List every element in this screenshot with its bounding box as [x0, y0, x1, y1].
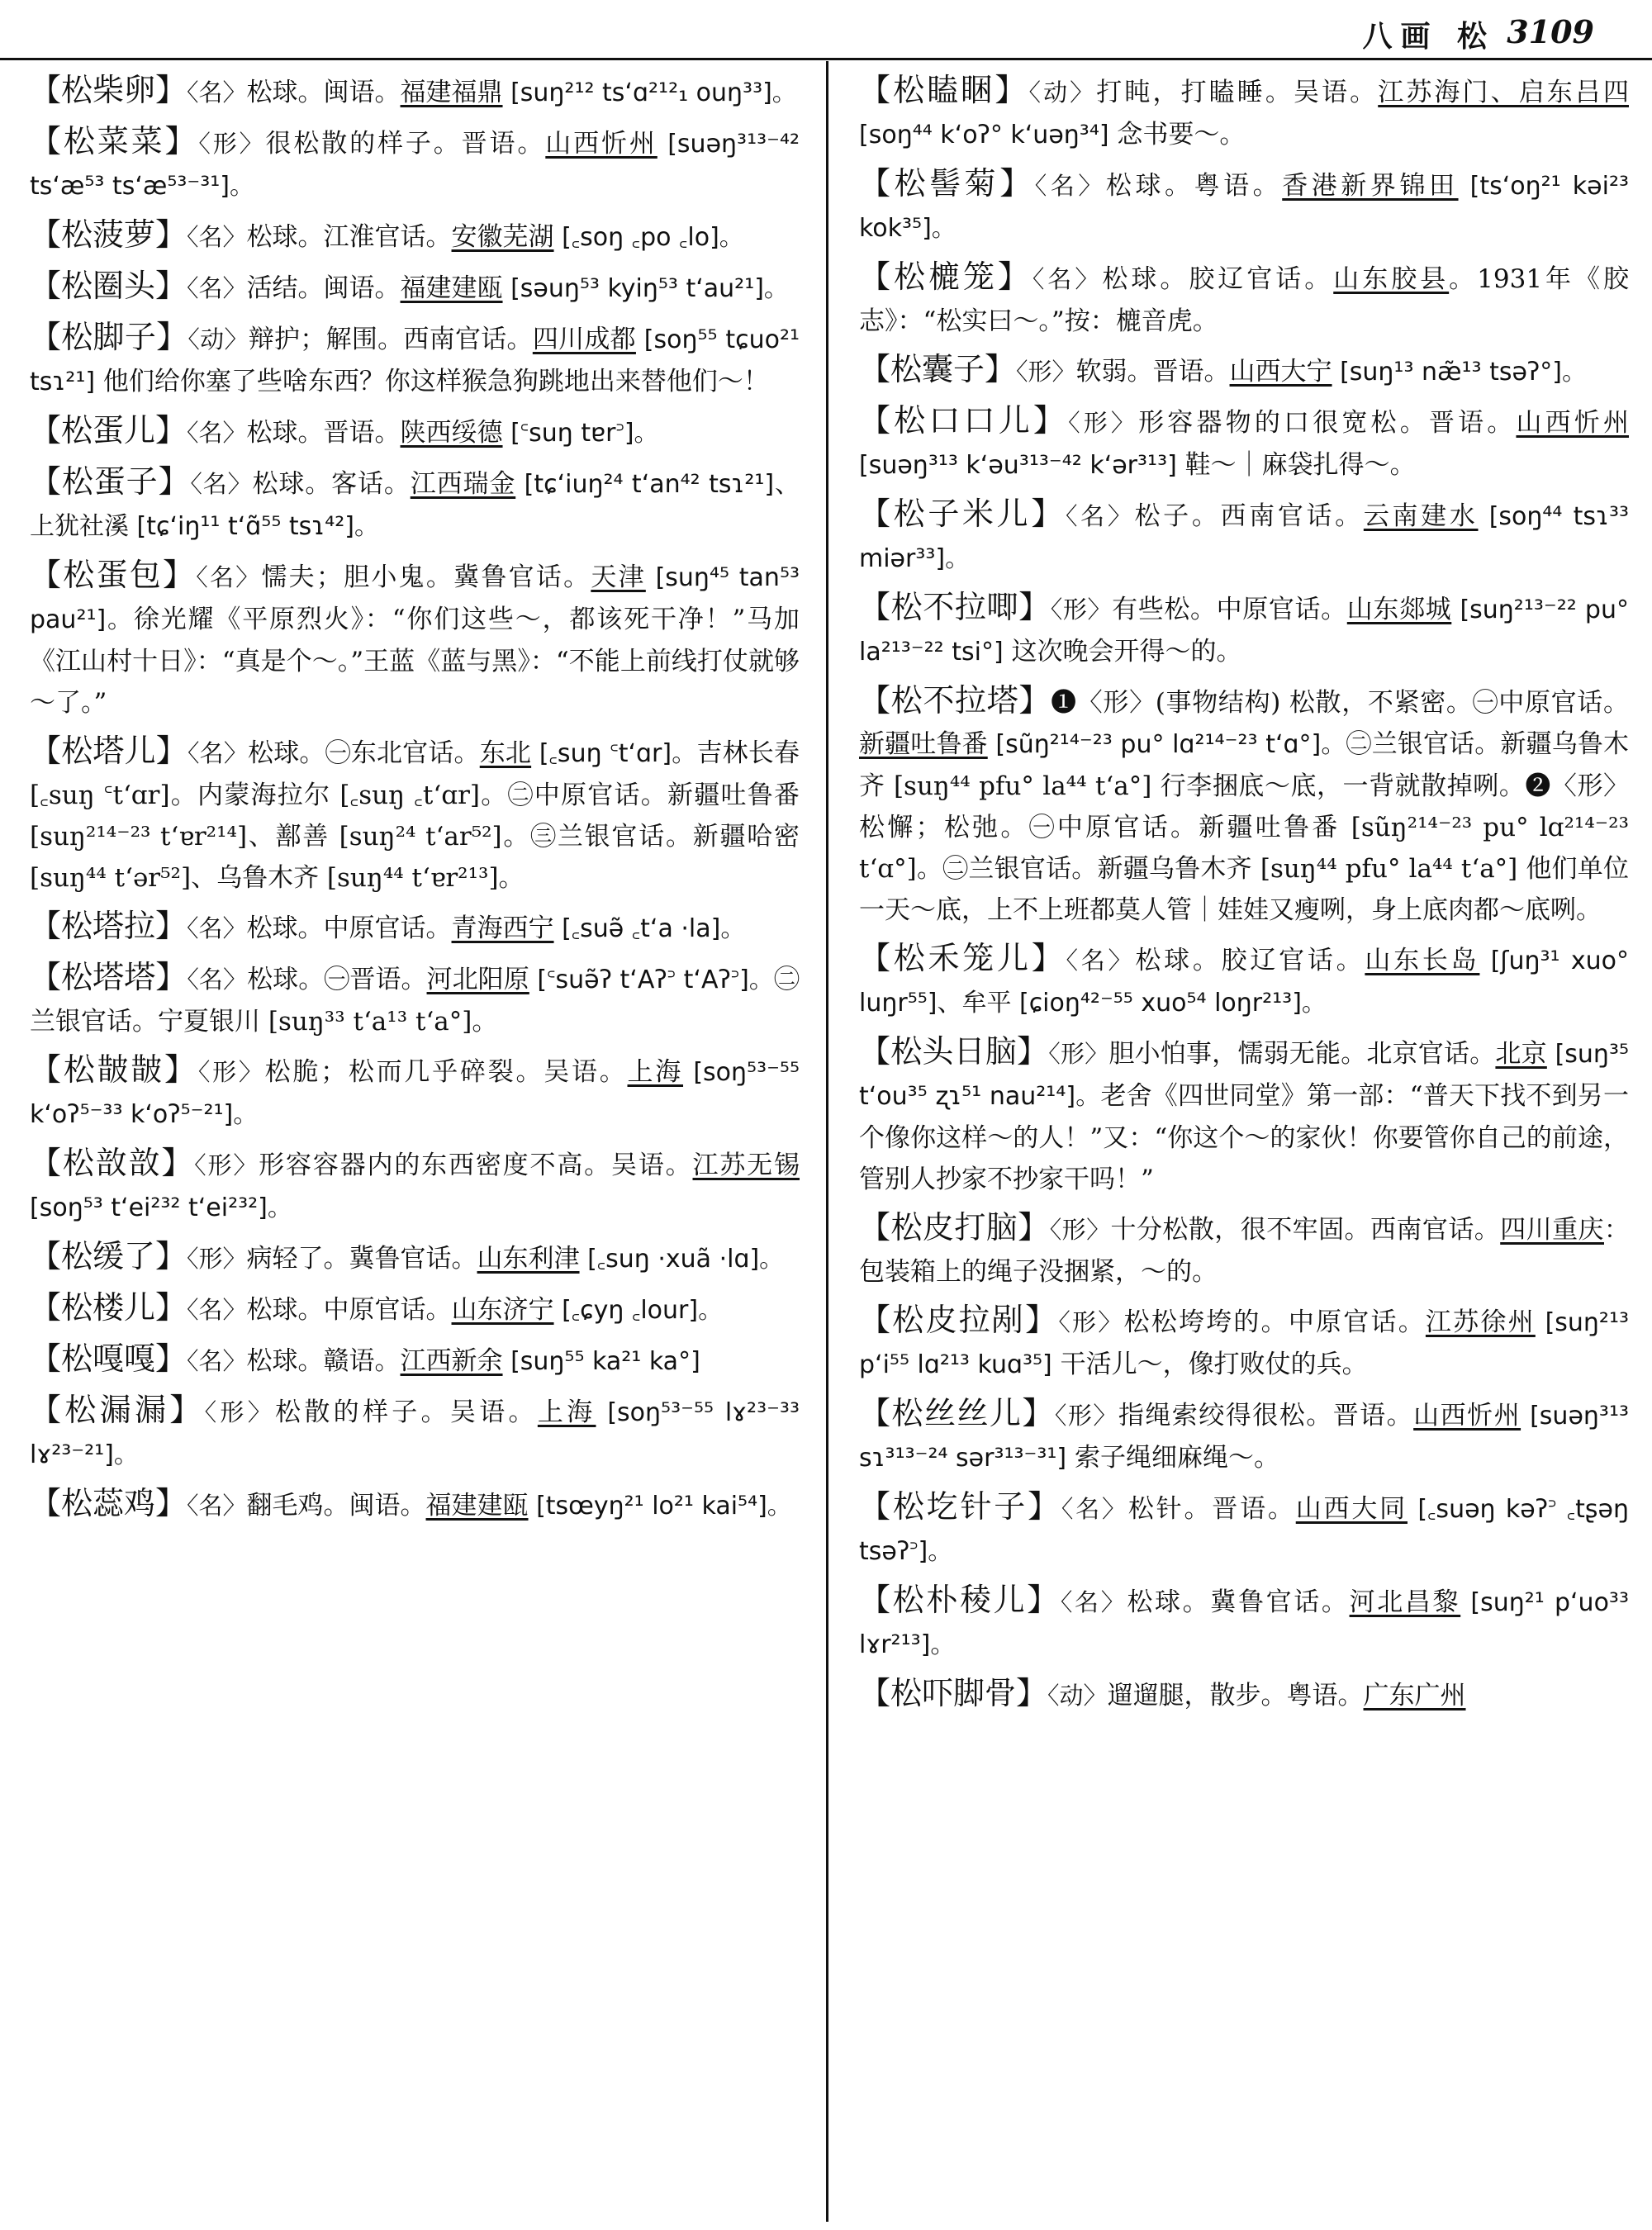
dictionary-entry [859, 1672, 1629, 1717]
entry-definition: 松球。闽语。 [246, 78, 401, 107]
entry-part-of-speech: 〈名〉 [187, 1492, 247, 1520]
entry-pronunciation: [suəŋ³¹³ sɿ³¹³⁻²⁴ sər³¹³⁻³¹] [859, 1402, 1629, 1473]
entry-part-of-speech: 〈名〉 [196, 563, 262, 591]
entry-part-of-speech: 〈形〉 [197, 1058, 265, 1086]
entry-definition: 松球。中原官话。 [246, 1295, 452, 1325]
entry-location: 上海 [627, 1057, 684, 1087]
entry-pronunciation: [꜀suəŋ kəʔ꜄ ꜀tʂəŋ tsəʔ꜄]。 [859, 1495, 1630, 1566]
entry-part-of-speech: 〈形〉 [187, 1245, 247, 1273]
entry-headword: 【松塔拉】 [30, 908, 188, 944]
entry-headword: 【松囊子】 [859, 351, 1017, 387]
entry-location: 青海西宁 [451, 913, 554, 943]
dictionary-entry [859, 586, 1629, 673]
dictionary-entry [859, 163, 1629, 249]
entry-definition: 松球。中原官话。 [246, 913, 452, 943]
entry-headword: 【松瞌睏】 [859, 72, 1029, 108]
entry-part-of-speech: 〈形〉 [194, 1151, 259, 1179]
entry-definition: 松脆；松而几乎碎裂。吴语。 [264, 1057, 628, 1087]
entry-part-of-speech: 〈名〉 [187, 739, 249, 767]
entry-example: ㊁兰银官话。宁夏银川 [suŋ³³ tʻa¹³ tʻa°]。 [30, 965, 800, 1037]
entry-definition: 胆小怕事，懦弱无能。北京官话。 [1108, 1039, 1496, 1069]
entry-headword: 【松敨敨】 [30, 1145, 195, 1181]
dictionary-entry [30, 1236, 800, 1280]
dictionary-entry [30, 1389, 800, 1476]
entry-part-of-speech: 〈名〉 [187, 419, 247, 447]
entry-pronunciation: [soŋ⁵³⁻⁵⁵ lɤ²³⁻³³ lɤ²³⁻²¹]。 [30, 1398, 800, 1469]
entry-part-of-speech: 〈动〉 [1047, 1682, 1108, 1710]
entry-part-of-speech: 〈动〉 [188, 325, 249, 353]
entry-location: 陕西绥德 [400, 418, 503, 448]
entry-part-of-speech: 〈动〉 [1028, 78, 1097, 107]
dictionary-entry [30, 461, 800, 548]
dictionary-entry [30, 69, 800, 114]
entry-headword: 【松禾笼儿】 [859, 940, 1066, 976]
entry-example: 鞋～｜麻袋扎得～。 [1176, 450, 1416, 480]
entry-headword: 【松脚子】 [30, 319, 188, 355]
entry-headword: 【松口口儿】 [859, 402, 1069, 439]
entry-pronunciation: [꜀suŋ ·xuã ·lɑ]。 [579, 1245, 785, 1274]
entry-headword: 【松塔儿】 [30, 733, 188, 769]
entry-pronunciation: [tsœyŋ²¹ lo²¹ kai⁵⁴]。 [528, 1492, 792, 1521]
entry-location: 福建建瓯 [425, 1491, 529, 1521]
entry-pronunciation: [꜀suə̃ ꜀tʻa ·la]。 [553, 914, 746, 943]
entry-location: 四川成都 [532, 325, 636, 354]
dictionary-entry [30, 214, 800, 259]
entry-part-of-speech: 〈形〉 [1048, 1040, 1109, 1068]
entry-definition: 松针。晋语。 [1127, 1494, 1296, 1524]
entry-definition: 松球。冀鲁官话。 [1127, 1587, 1350, 1617]
entry-headword: 【松皮打脑】 [859, 1209, 1050, 1245]
entry-pronunciation: [꜀suŋ ꜂tʻɑr]。 [531, 739, 697, 768]
entry-pronunciation: [suŋ³⁵ tʻou³⁵ ʐɿ⁵¹ nau²¹⁴]。 [859, 1040, 1629, 1111]
entry-definition: 很松散的样子。晋语。 [265, 129, 546, 159]
entry-pronunciation: [꜀soŋ ꜀po ꜀lo]。 [553, 223, 744, 252]
entry-pronunciation: [suŋ⁵⁵ ka²¹ ka°] [502, 1347, 700, 1376]
entry-headword: 【松髻菊】 [859, 165, 1035, 202]
entry-pronunciation: [tsʻoŋ²¹ kəi²³ kok³⁵]。 [859, 172, 1629, 243]
entry-example: 干活儿～，像打败仗的兵。 [1051, 1350, 1368, 1379]
entry-headword: 【松丝丝儿】 [859, 1395, 1055, 1431]
entry-definition: 活结。闽语。 [246, 273, 401, 303]
entry-part-of-speech: 〈形〉 [1050, 595, 1113, 624]
entry-part-of-speech: 〈形〉 [1016, 358, 1076, 386]
entry-part-of-speech: 〈形〉 [1054, 1402, 1118, 1430]
entry-definition: 指绳索绞得很松。晋语。 [1118, 1401, 1414, 1431]
entry-location: 云南建水 [1363, 501, 1479, 531]
entry-pronunciation: [suŋ⁴⁵ tan⁵³ pau²¹]。 [30, 563, 800, 634]
entry-headword: 【松蛋儿】 [30, 412, 188, 448]
entry-definition: 遛遛腿，散步。粤语。 [1107, 1681, 1364, 1710]
entry-part-of-speech: 〈名〉 [187, 223, 247, 251]
entry-pronunciation: [ʃuŋ³¹ xuo° luŋr⁵⁵]、牟平 [ɕioŋ⁴²⁻⁵⁵ xuo⁵⁴ loŋr²¹³]。 [859, 947, 1629, 1018]
entry-part-of-speech: 〈名〉 [1034, 172, 1106, 200]
entry-headword: 【松吓脚骨】 [859, 1675, 1048, 1711]
entry-pronunciation: [suəŋ³¹³ kʻəu³¹³⁻⁴² kʻər³¹³] [859, 451, 1177, 480]
entry-location: 山东胶县 [1333, 264, 1450, 294]
entry-definition: 松球。江淮官话。 [246, 222, 452, 252]
entry-pronunciation: ： [1604, 1216, 1629, 1245]
entry-definition: 松散的样子。吴语。 [275, 1397, 538, 1427]
entry-location: 天津 [591, 562, 646, 592]
entry-location: 山东长岛 [1365, 946, 1480, 975]
entry-pronunciation: [soŋ⁴⁴ tsɿ³³ miər³³]。 [859, 502, 1630, 573]
entry-headword: 【松菠萝】 [30, 216, 188, 253]
entry-definition: 松球。㊀东北官话。 [248, 738, 480, 768]
entry-pronunciation: [soŋ⁵³⁻⁵⁵ kʻoʔ⁵⁻³³ kʻoʔ⁵⁻²¹]。 [30, 1058, 800, 1129]
entry-part-of-speech: 〈名〉 [187, 1296, 247, 1324]
entry-definition: 松球。胶辽官话。 [1102, 264, 1334, 294]
entry-headword: 【松头日脑】 [859, 1033, 1049, 1070]
entry-definition: 松球。客话。 [252, 469, 411, 499]
entry-pronunciation: [soŋ⁴⁴ kʻoʔ° kʻuəŋ³⁴] [859, 121, 1109, 149]
entry-location: 山西大同 [1295, 1494, 1408, 1524]
entry-location: 山西忻州 [1516, 408, 1629, 438]
entry-definition: 翻毛鸡。闽语。 [246, 1491, 426, 1521]
dictionary-entry [30, 554, 800, 724]
dictionary-entry [30, 1338, 800, 1383]
entry-pronunciation: [suŋ²¹³ pʻi⁵⁵ lɑ²¹³ kuɑ³⁵] [859, 1308, 1630, 1379]
entry-pronunciation: [suŋ²¹³⁻²² pu° la²¹³⁻²² tsi°] [859, 595, 1629, 667]
entry-example: ㊁兰银官话。新疆乌鲁木齐 [suŋ⁴⁴ pfu° la⁴⁴ tʻa°] 行李捆底～底，一背就散掉咧。❷〈形〉松懈；松弛。㊀中原官话。新疆吐鲁番 [sũŋ²¹⁴⁻²³ pu° lɑ²¹⁴⁻²³ tʻɑ°]。㊁兰银官话。新疆乌鲁木齐 [suŋ⁴⁴ pfu° la⁴⁴ tʻa°] 他们单位一天～底，上不上班都莫人管｜娃娃又瘦咧，身上底肉都～底咧。 [859, 729, 1630, 925]
entry-definition: 十分松散，很不牢固。西南官话。 [1110, 1215, 1501, 1245]
dictionary-entry [859, 493, 1629, 580]
entry-part-of-speech: 〈名〉 [190, 470, 253, 498]
dictionary-entry [30, 1287, 800, 1331]
dictionary-entry [30, 1142, 800, 1229]
entry-definition: 有些松。中原官话。 [1112, 595, 1347, 624]
entry-location: 福建建瓯 [400, 273, 503, 303]
entry-definition: 打盹，打瞌睡。吴语。 [1096, 78, 1379, 107]
entry-example: 他们给你塞了些啥东西？你这样猴急狗跳地出来替他们～！ [95, 367, 769, 396]
entry-part-of-speech: 〈名〉 [187, 914, 247, 942]
entry-location: 江苏徐州 [1425, 1307, 1536, 1337]
left-column [30, 69, 800, 1534]
entry-definition: 松球。胶辽官话。 [1135, 946, 1365, 975]
entry-headword: 【松蕊鸡】 [30, 1485, 188, 1521]
entry-pronunciation: [꜂suŋ tɐr꜄]。 [502, 419, 659, 448]
entry-headword: 【松嘎嘎】 [30, 1340, 188, 1377]
dictionary-entry [30, 1049, 800, 1136]
entry-example: 吉林长春 [꜀suŋ ꜂tʻɑr]。内蒙海拉尔 [꜀suŋ ꜀tʻɑr]。㊁中原官话。新疆吐鲁番 [suŋ²¹⁴⁻²³ tʻɐr²¹⁴]、鄯善 [suŋ²⁴ tʻar⁵²]。㊂兰银官话。新疆哈密 [suŋ⁴⁴ tʻər⁵²]、乌鲁木齐 [suŋ⁴⁴ tʻɐr²¹³]。 [30, 738, 800, 893]
entry-definition: 软弱。晋语。 [1075, 357, 1230, 387]
entry-location: 江西瑞金 [410, 469, 516, 499]
entry-location: 北京 [1495, 1039, 1547, 1069]
dictionary-entry [859, 1299, 1629, 1386]
entry-headword: 【松菜菜】 [30, 123, 199, 159]
entry-example: 包装箱上的绳子没捆紧，～的。 [859, 1257, 1218, 1287]
entry-headword: 【松蛋包】 [30, 557, 197, 593]
entry-headword: 【松朴稜儿】 [859, 1582, 1061, 1618]
dictionary-entry [859, 1393, 1629, 1479]
entry-pronunciation: [suŋ¹³ næ̃¹³ tsəʔ°]。 [1332, 358, 1587, 387]
entry-definition: 形容器物的口很宽松。晋语。 [1138, 408, 1517, 438]
entry-headword: 【松子米儿】 [859, 496, 1066, 532]
entry-location: 安徽芜湖 [451, 222, 554, 252]
section-title: 八画 松 [1362, 19, 1495, 54]
entry-example: 老舍《四世同堂》第一部：“普天下找不到另一个像你这样～的人！”又：“你这个～的家伙！你要管你自己的前途，管别人抄家不抄家干吗！” [859, 1081, 1629, 1194]
entry-part-of-speech: 〈名〉 [187, 1347, 247, 1375]
entry-headword: 【松塔塔】 [30, 959, 188, 995]
dictionary-entry [30, 905, 800, 950]
entry-headword: 【松漏漏】 [30, 1392, 205, 1428]
entry-part-of-speech: 〈形〉 [1068, 409, 1139, 437]
entry-pronunciation: [tɕʻiuŋ²⁴ tʻan⁴² tsɿ²¹]、上犹社溪 [tɕʻiŋ¹¹ tʻɑ̃⁵⁵ tsɿ⁴²]。 [30, 470, 800, 541]
dictionary-entry [30, 121, 800, 207]
entry-definition: 松球。赣语。 [246, 1346, 401, 1376]
entry-location: 香港新界锦田 [1282, 171, 1459, 201]
entry-definition: 辩护；解围。西南官话。 [248, 325, 533, 354]
entry-location: 福建福鼎 [400, 78, 503, 107]
entry-part-of-speech: 〈名〉 [187, 966, 248, 994]
entry-headword: 【松楼儿】 [30, 1289, 188, 1326]
entry-part-of-speech: 〈名〉 [1032, 265, 1103, 293]
entry-location: 山西忻州 [545, 129, 657, 159]
entry-headword: 【松皮拉剐】 [859, 1302, 1059, 1338]
entry-location: 山东利津 [477, 1244, 580, 1274]
entry-part-of-speech: 〈名〉 [1066, 502, 1135, 530]
entry-location: 广东广州 [1363, 1681, 1466, 1710]
entry-location: 山西忻州 [1413, 1401, 1521, 1431]
entry-location: 河北昌黎 [1349, 1587, 1461, 1617]
page-header [0, 0, 1652, 66]
dictionary-entry [859, 400, 1629, 486]
entry-location: 山东济宁 [451, 1295, 554, 1325]
dictionary-entry [30, 316, 800, 403]
header-rule [0, 58, 1652, 60]
entry-example: 这次晚会开得～的。 [1003, 637, 1242, 667]
entry-example: 1931年《胶志》：“松实曰～。”按：樚音虎。 [859, 264, 1629, 336]
dictionary-entry [859, 1031, 1629, 1200]
entry-pronunciation: [səuŋ⁵³ kyiŋ⁵³ tʻau²¹]。 [502, 274, 789, 303]
entry-part-of-speech: 〈形〉 [198, 130, 266, 158]
entry-location: 东北 [479, 738, 532, 768]
entry-headword: 【松不拉塔】 [859, 682, 1051, 719]
dictionary-entry [859, 1579, 1629, 1666]
entry-location: 江苏无锡 [692, 1151, 800, 1180]
entry-pronunciation: [soŋ⁵⁵ tɕuo²¹ tsɿ²¹] [30, 325, 800, 396]
dictionary-entry [859, 1207, 1629, 1293]
dictionary-entry [859, 256, 1629, 342]
entry-pronunciation: [꜀ɕyŋ ꜀lour]。 [553, 1296, 724, 1325]
dictionary-entry [30, 265, 800, 310]
entry-pronunciation: [suŋ²¹² tsʻɑ²¹²₁ ouŋ³³]。 [502, 78, 797, 107]
entry-headword: 【松不拉唧】 [859, 589, 1051, 625]
entry-definition: 松松垮垮的。中原官话。 [1123, 1307, 1426, 1337]
entry-definition: ❶〈形〉(事物结构) 松散，不紧密。㊀中原官话。 [1051, 688, 1629, 718]
entry-part-of-speech: 〈名〉 [187, 78, 247, 107]
entry-example: 徐光耀《平原烈火》：“你们这些～，都该死干净！”马加《江山村十日》：“真是个～。”王蓝《蓝与黑》：“不能上前线打仗就够～了。” [30, 605, 800, 718]
page-number: 3109 [1507, 13, 1594, 50]
entry-pronunciation: [꜂suə̃ʔ tʻAʔ꜄ tʻAʔ꜄]。 [529, 966, 774, 994]
entry-headword: 【松圪针子】 [859, 1488, 1061, 1525]
entry-definition: 松子。西南官话。 [1134, 501, 1364, 531]
dictionary-entry [30, 730, 800, 899]
dictionary-entry [859, 937, 1629, 1024]
entry-pronunciation: 。 [1449, 265, 1478, 294]
entry-definition: 懦夫；胆小鬼。冀鲁官话。 [261, 562, 591, 592]
entry-location: 四川重庆 [1500, 1215, 1604, 1245]
dictionary-entry [859, 680, 1629, 931]
entry-definition: 病轻了。冀鲁官话。 [246, 1244, 477, 1274]
entry-location: 江苏海门、启东吕四 [1378, 78, 1629, 107]
entry-part-of-speech: 〈名〉 [1066, 947, 1136, 975]
dictionary-entry [859, 1486, 1629, 1573]
entry-pronunciation: [suəŋ³¹³⁻⁴² tsʻæ⁵³ tsʻæ⁵³⁻³¹]。 [30, 130, 800, 201]
entry-pronunciation: [suŋ²¹ pʻuo³³ lɤr²¹³]。 [859, 1588, 1629, 1659]
entry-part-of-speech: 〈名〉 [187, 274, 247, 302]
dictionary-entry [30, 956, 800, 1042]
entry-headword: 【松皵皵】 [30, 1051, 198, 1088]
dictionary-entry [859, 349, 1629, 393]
entry-part-of-speech: 〈形〉 [1058, 1308, 1124, 1336]
entry-location: 新疆吐鲁番 [859, 729, 988, 759]
entry-headword: 【松蛋子】 [30, 463, 191, 500]
entry-part-of-speech: 〈名〉 [1060, 1588, 1127, 1616]
dictionary-entry [30, 410, 800, 454]
entry-location: 山西大宁 [1229, 357, 1332, 387]
entry-location: 上海 [537, 1397, 596, 1427]
entry-location: 山东郯城 [1346, 595, 1452, 624]
entry-example: 念书要～。 [1108, 120, 1246, 149]
entry-location: 江西新余 [400, 1346, 503, 1376]
dictionary-entry [859, 69, 1629, 156]
entry-part-of-speech: 〈形〉 [204, 1398, 276, 1426]
entry-pronunciation: [soŋ⁵³ tʻei²³² tʻei²³²]。 [30, 1193, 292, 1222]
right-column [859, 69, 1629, 1724]
entry-part-of-speech: 〈名〉 [1061, 1495, 1128, 1523]
entry-headword: 【松圈头】 [30, 268, 188, 304]
entry-definition: 松球。粤语。 [1105, 171, 1283, 201]
entry-definition: 形容容器内的东西密度不高。吴语。 [259, 1151, 693, 1180]
entry-part-of-speech: 〈形〉 [1049, 1216, 1111, 1244]
entry-location: 河北阳原 [426, 965, 529, 994]
entry-definition: 松球。㊀晋语。 [247, 965, 427, 994]
column-divider [826, 61, 828, 2222]
entry-pronunciation: [sũŋ²¹⁴⁻²³ pu° lɑ²¹⁴⁻²³ tʻɑ°]。 [987, 730, 1346, 759]
entry-headword: 【松樚笼】 [859, 259, 1032, 295]
entry-headword: 【松柴卵】 [30, 72, 188, 108]
dictionary-entry [30, 1483, 800, 1527]
entry-example: 索子绳细麻绳～。 [1066, 1443, 1279, 1473]
entry-definition: 松球。晋语。 [246, 418, 401, 448]
entry-headword: 【松缓了】 [30, 1238, 188, 1274]
